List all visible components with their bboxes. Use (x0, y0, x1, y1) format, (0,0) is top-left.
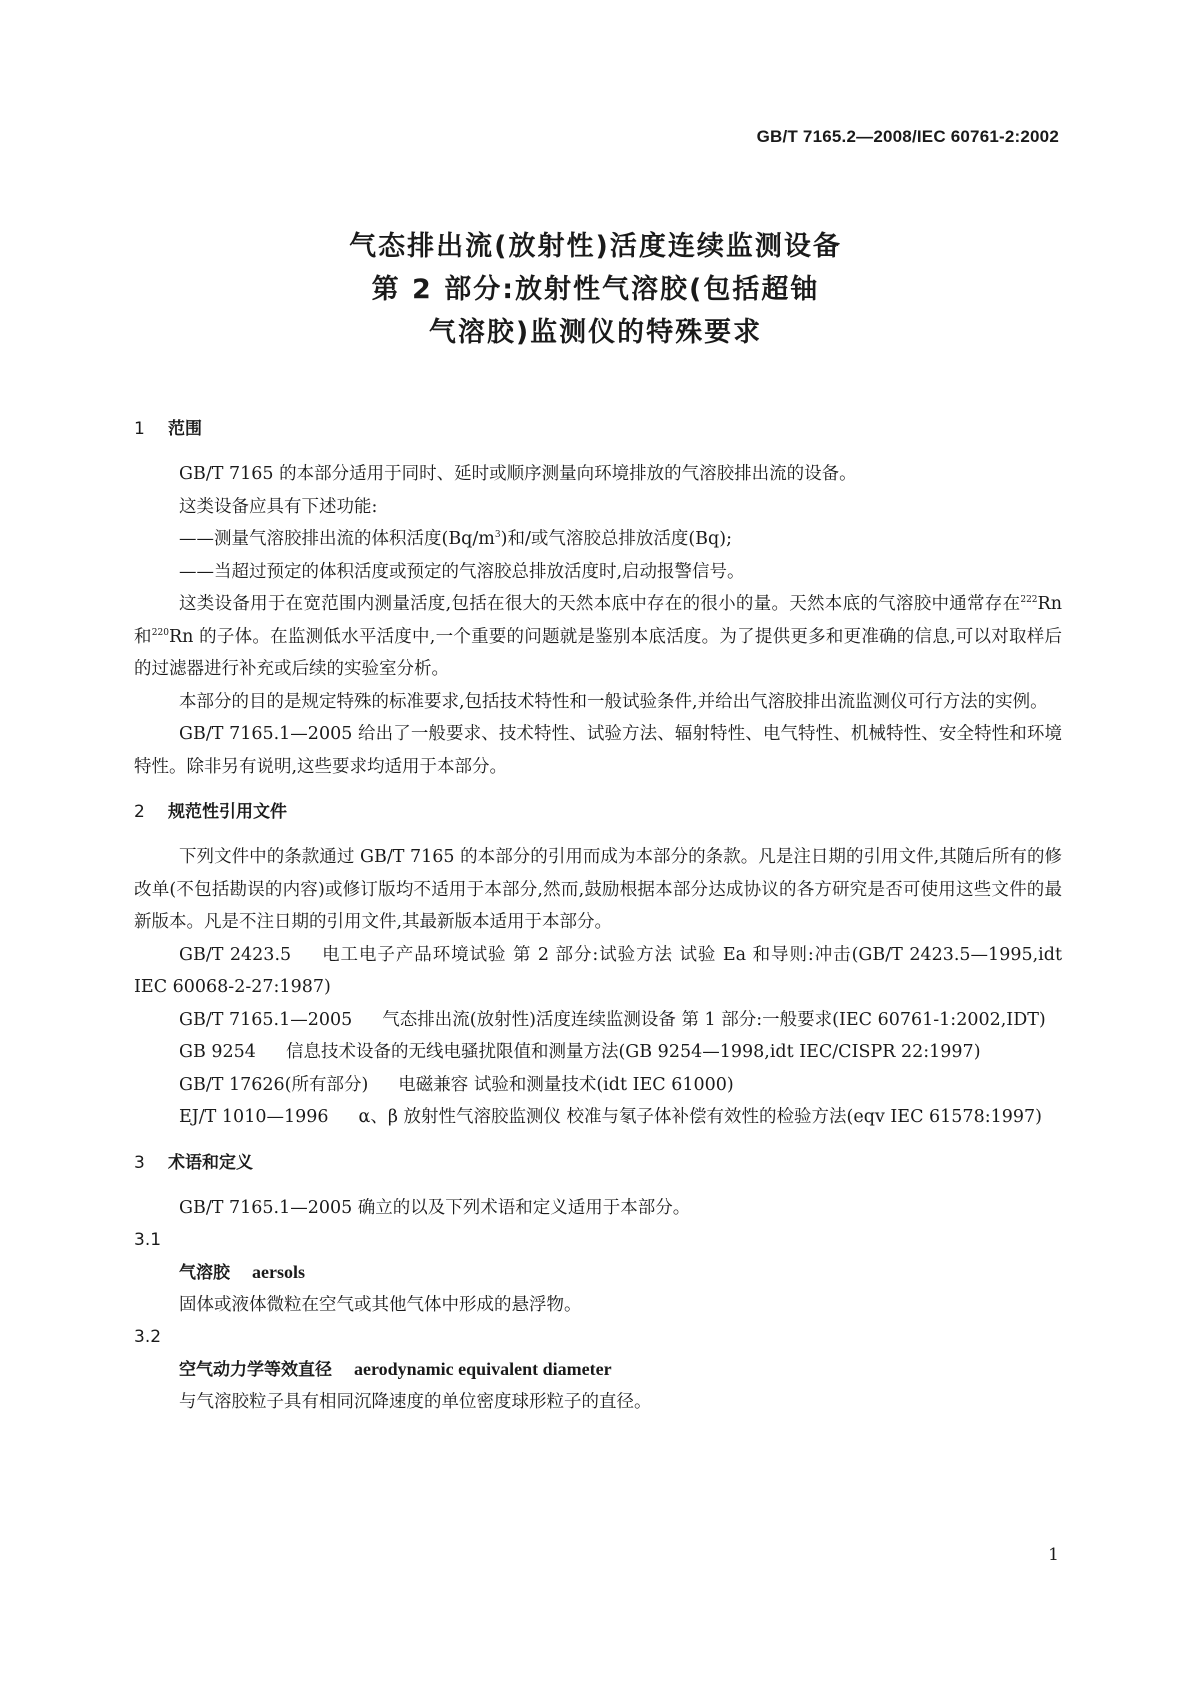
document-title (0, 225, 1191, 354)
page-number: 1 (1048, 1545, 1059, 1565)
reference-item: GB 9254 信息技术设备的无线电骚扰限值和测量方法(GB 9254—1998,idt IEC/CISPR 22:1997) (179, 1042, 981, 1062)
paragraph: 这类设备用于在宽范围内测量活度,包括在很大的天然本底中存在的很小的量。天然本底的气溶胶中通常存在$^{222}$Rn 和$^{220}$Rn 的子体。在监测低水平活度中,一个重要的问题就是鉴别本底活度。为了提供更多和更准确的信息,可以对取样后的过滤器进行补充或后续的实验室分析。 (134, 594, 1063, 679)
reference-item: GB/T 2423.5 电工电子产品环境试验 第 2 部分:试验方法 试验 Ea 和导则:冲击(GB/T 2423.5—1995,idt IEC 60068-2-27:1987) (134, 944, 1062, 997)
paragraph: 这类设备应具有下述功能: (179, 496, 378, 517)
paragraph: GB/T 7165.1—2005 确立的以及下列术语和定义适用于本部分。 (179, 1197, 691, 1218)
standard-code: GB/T 7165.2—2008/IEC 60761-2:2002 (756, 127, 1059, 146)
title-line-2: 第 2 部分:放射性气溶胶(包括超铀 (371, 274, 820, 305)
section-number: 1 (134, 419, 145, 439)
section-title: 术语和定义 (168, 1152, 253, 1173)
section-heading-terms-definitions (134, 1146, 1062, 1180)
term-definition: 与气溶胶粒子具有相同沉降速度的单位密度球形粒子的直径。 (179, 1392, 652, 1412)
paragraph: GB/T 7165 的本部分适用于同时、延时或顺序测量向环境排放的气溶胶排出流的设备。 (179, 464, 857, 484)
paragraph: GB/T 7165.1—2005 给出了一般要求、技术特性、试验方法、辐射特性、电气特性、机械特性、安全特性和环境特性。除非另有说明,这些要求均适用于本部分。 (134, 724, 1062, 777)
section-heading-normative-references (134, 795, 1062, 829)
paragraph: 下列文件中的条款通过 GB/T 7165 的本部分的引用而成为本部分的条款。凡是注日期的引用文件,其随后所有的修改单(不包括勘误的内容)或修订版均不适用于本部分,然而,鼓励根据本部分达成协议的各方研究是否可使用这些文件的最新版本。凡是不注日期的引用文件,其最新版本适用于本部分。 (134, 847, 1062, 932)
section-number: 2 (134, 802, 145, 822)
section-number: 3 (134, 1152, 145, 1173)
section-heading-scope (134, 412, 1062, 446)
reference-item: GB/T 7165.1—2005 气态排出流(放射性)活度连续监测设备 第 1 部分:一般要求(IEC 60761-1:2002,IDT) (179, 1009, 1046, 1030)
reference-item: GB/T 17626(所有部分) 电磁兼容 试验和测量技术(idt IEC 61000) (179, 1074, 734, 1095)
title-line-3: 气溶胶)监测仪的特殊要求 (428, 317, 763, 348)
clause-number: 3.1 (134, 1230, 162, 1250)
dash-item: ——测量气溶胶排出流的体积活度$(Bq/m^3)$和/或气溶胶总排放活度(Bq); (179, 529, 732, 549)
clause-number: 3.2 (134, 1327, 162, 1347)
section-title: 范围 (168, 419, 202, 439)
reference-item: EJ/T 1010—1996 α、β 放射性气溶胶监测仪 校准与氡子体补偿有效性的检验方法(eqv IEC 61578:1997) (179, 1107, 1042, 1127)
term-entry: 气溶胶 aersols (179, 1262, 305, 1283)
term-entry: 空气动力学等效直径 aerodynamic equivalent diameter (179, 1359, 612, 1380)
paragraph: 本部分的目的是规定特殊的标准要求,包括技术特性和一般试验条件,并给出气溶胶排出流监测仪可行方法的实例。 (179, 691, 1048, 712)
term-definition: 固体或液体微粒在空气或其他气体中形成的悬浮物。 (179, 1295, 582, 1315)
section-title: 规范性引用文件 (168, 802, 287, 822)
document-body (134, 412, 1062, 1418)
title-line-1: 气态排出流(放射性)活度连续监测设备 (349, 231, 842, 262)
dash-item: ——当超过预定的体积活度或预定的气溶胶总排放活度时,启动报警信号。 (179, 561, 745, 582)
